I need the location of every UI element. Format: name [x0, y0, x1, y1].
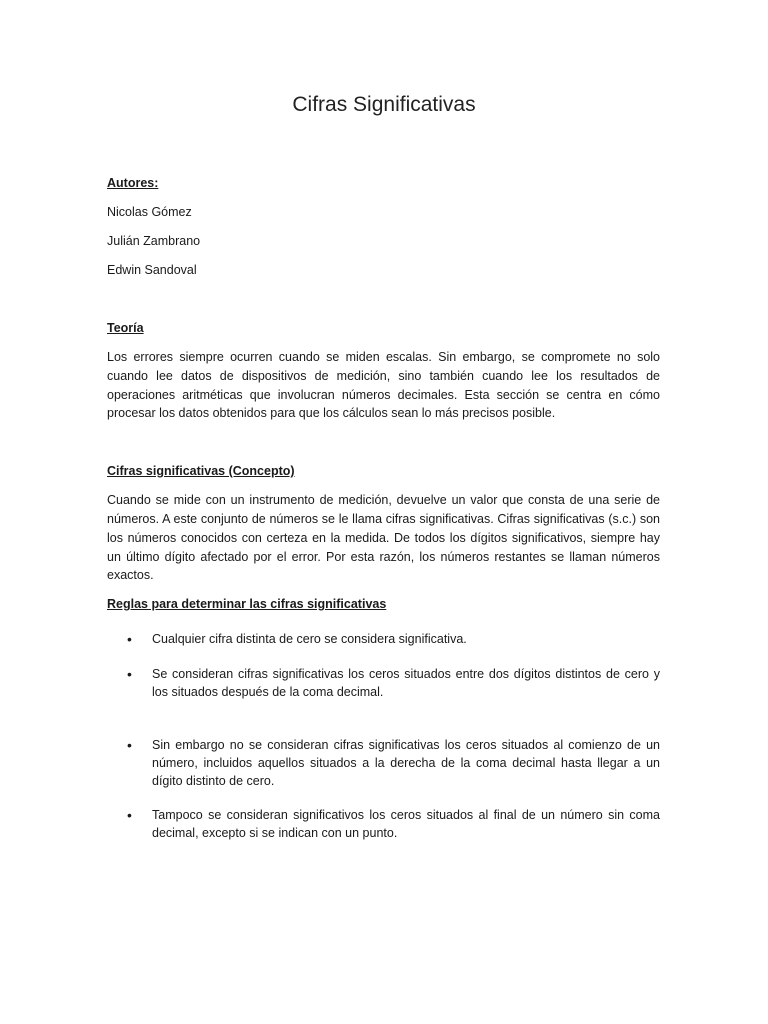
rules-heading: Reglas para determinar las cifras significativas: [107, 597, 387, 612]
theory-paragraph: Los errores siempre ocurren cuando se miden escalas. Sin embargo, se compromete no solo cuando lee datos de dispositivos de medición, sino también cuando lee los resultados de operaciones aritméticas que involucran números decimales. Esta sección se centra en cómo procesar los datos obtenidos para que los cálculos sean lo más precisos posible.: [107, 350, 660, 421]
rule-text: Se consideran cifras significativas los ceros situados entre dos dígitos distintos de cero y los situados después de la coma decimal.: [152, 667, 660, 700]
theory-heading: Teoría: [107, 321, 144, 335]
author-name: Julián Zambrano: [107, 234, 201, 248]
rule-text: Tampoco se consideran significativos los ceros situados al final de un número sin coma decimal, excepto si se indican con un punto.: [152, 808, 660, 841]
list-item: [107, 630, 660, 648]
rules-list: [107, 630, 660, 842]
document-title: Cifras Significativas: [292, 93, 476, 116]
bullet-icon: •: [127, 807, 132, 824]
rule-text: Sin embargo no se consideran cifras significativas los ceros situados al comienzo de un número, incluidos aquellos situados a la derecha de la coma decimal hasta llegar a un dígito distinto de cero.: [152, 738, 660, 789]
list-item: [107, 736, 660, 790]
bullet-icon: •: [127, 666, 132, 683]
list-item: [107, 806, 660, 842]
concept-heading: Cifras significativas (Concepto): [107, 464, 295, 479]
concept-paragraph: Cuando se mide con un instrumento de medición, devuelve un valor que consta de una serie de números. A este conjunto de números se le llama cifras significativas. Cifras significativas (s.c.) son los números conocidos con certeza en la medida. De todos los dígitos significativos, siempre hay un último dígito afectado por el error. Por esta razón, los números restantes se llaman números exactos.: [107, 493, 660, 583]
bullet-icon: •: [127, 631, 132, 648]
author-name: Edwin Sandoval: [107, 263, 197, 277]
bullet-icon: •: [127, 737, 132, 754]
author-name: Nicolas Gómez: [107, 205, 192, 219]
list-item: [107, 665, 660, 701]
document-body: [107, 174, 660, 842]
rule-text: Cualquier cifra distinta de cero se considera significativa.: [152, 632, 467, 647]
authors-heading: Autores:: [107, 176, 159, 190]
